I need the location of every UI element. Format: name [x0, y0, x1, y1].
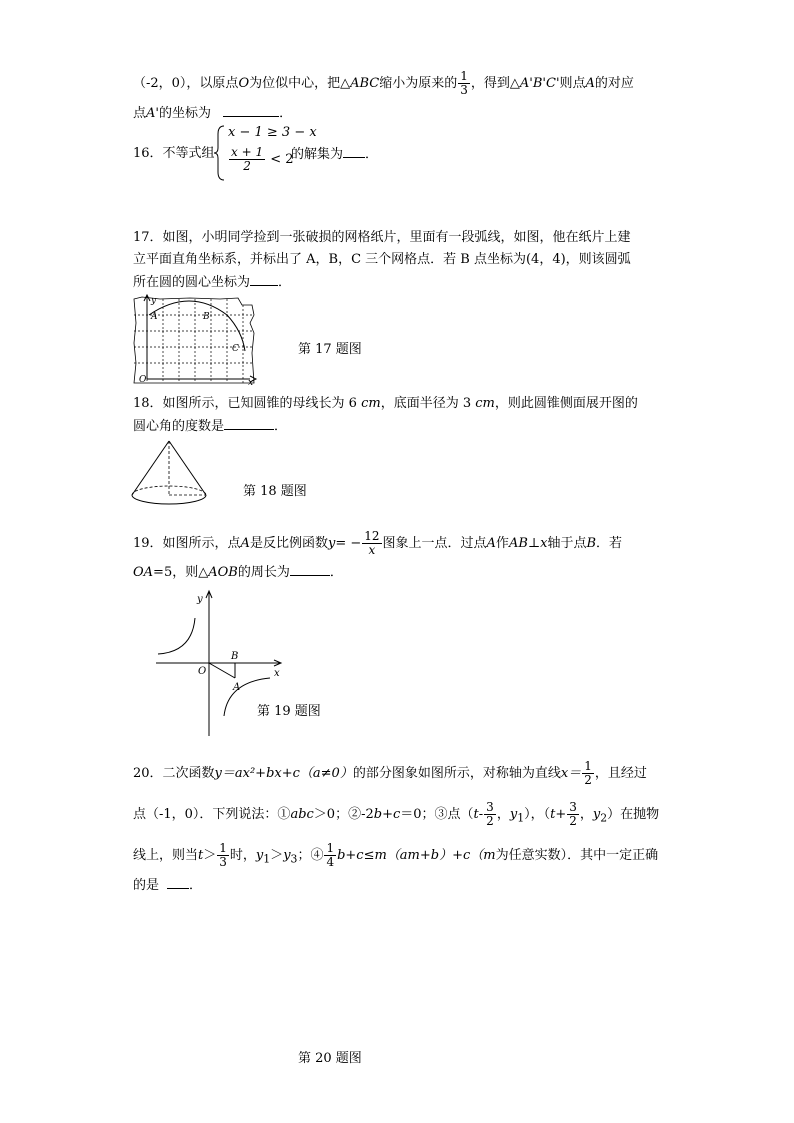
subscript: 1	[517, 811, 525, 825]
frac-den: 2	[569, 814, 577, 828]
var: y	[255, 848, 264, 863]
text: 19．如图所示，点	[133, 536, 241, 551]
label-o: O	[139, 375, 147, 385]
text: 轴于点	[547, 536, 587, 551]
frac-den: 2	[486, 814, 494, 828]
q18-caption: 第 18 题图	[243, 484, 307, 499]
frac-den: 4	[326, 855, 335, 869]
text: 为任意实数）．其中一定正确	[495, 848, 659, 863]
frac-num: 1	[326, 841, 335, 855]
q17-line1: 17．如图，小明同学捡到一张破损的网格纸片，里面有一段弧线，如图，他在纸片上建	[133, 230, 631, 245]
var-ab: AB	[508, 536, 528, 551]
fraction	[229, 146, 265, 173]
text: ，得到△	[470, 76, 520, 91]
text: 线上，则当	[133, 848, 199, 863]
text: ；④	[297, 848, 324, 863]
var: abc	[290, 807, 314, 822]
answer-blank	[224, 417, 274, 430]
var: y	[509, 807, 518, 822]
label-y: y	[151, 296, 157, 306]
q20-line4: 的是 ．	[133, 878, 203, 893]
text: 的部分图象如图所示，对称轴为直线	[352, 766, 561, 781]
text: （-2，0），以原点	[133, 76, 239, 91]
var: t	[198, 848, 204, 863]
answer-blank	[167, 876, 189, 889]
frac-den: 3	[219, 855, 227, 869]
var-a: A	[585, 76, 595, 91]
q16-tail: 的解集为 ．	[291, 147, 379, 162]
frac-num: 3	[486, 800, 494, 814]
formula: b+c≤m（am+b）+c（m	[337, 848, 496, 863]
text: +	[382, 807, 393, 822]
answer-blank	[290, 563, 330, 576]
frac-num: x + 1	[231, 145, 264, 159]
text: 点	[133, 106, 147, 121]
q20-line3	[133, 842, 658, 869]
label-x: x	[274, 668, 280, 679]
q15-line2: 点A'的坐标为 ．	[133, 106, 293, 121]
fraction-one-third	[458, 70, 470, 97]
text: ，则此圆锥侧面展开图的	[494, 396, 638, 411]
text: ，且经过	[594, 766, 647, 781]
text: -	[478, 807, 484, 822]
text: 所在圆的圆心坐标为	[133, 275, 251, 290]
q16-ineq1: x − 1 ≥ 3 − x	[228, 125, 317, 140]
text: +	[555, 807, 567, 822]
fraction-1-4	[324, 842, 336, 869]
q20-caption: 第 20 题图	[298, 1051, 362, 1066]
text: 的坐标为	[158, 106, 211, 121]
text: ，底面半径为 3	[380, 396, 476, 411]
var-a: A	[240, 536, 250, 551]
text: ⊥	[527, 536, 541, 551]
frac-num: 3	[569, 800, 577, 814]
brace	[214, 124, 226, 182]
label-b: B	[203, 312, 210, 322]
text: 则点	[559, 76, 586, 91]
q19-line1	[133, 530, 622, 557]
frac-den: 3	[460, 83, 468, 97]
unit-cm: cm	[361, 396, 381, 411]
var-abc: ABC	[350, 76, 380, 91]
fraction-3-2	[567, 801, 579, 828]
text: 缩小为原来的	[379, 76, 458, 91]
text: ＞	[270, 848, 284, 863]
q18-line2: 圆心角的度数是 ．	[133, 419, 288, 434]
var-oa: OA	[133, 565, 154, 580]
fraction-1-3	[217, 842, 229, 869]
q19-line2: OA=5，则△AOB的周长为 ．	[133, 565, 343, 580]
frac-num: 1	[460, 69, 468, 83]
label-a: A	[151, 312, 158, 322]
q20-line1	[133, 760, 647, 787]
q19-caption: 第 19 题图	[257, 704, 321, 719]
frac-den: 2	[243, 159, 251, 173]
subscript: 2	[600, 811, 608, 825]
var: b	[373, 807, 383, 822]
text: ．若	[596, 536, 623, 551]
frac-num: 1	[219, 841, 227, 855]
var: y	[592, 807, 601, 822]
text: 的周长为	[237, 565, 290, 580]
text: ），（	[524, 807, 551, 822]
frac-den: x	[368, 543, 376, 557]
fraction-3-2	[484, 801, 496, 828]
label-x: x	[248, 378, 254, 387]
text: 是反比例函数	[249, 536, 328, 551]
q20-line2	[133, 801, 659, 828]
var-abc-prime: A'B'C'	[519, 76, 560, 91]
text: < 2	[270, 152, 294, 167]
label-o: O	[198, 666, 207, 677]
var-a: A	[486, 536, 496, 551]
text: = −	[335, 536, 362, 551]
var-y: y	[327, 536, 336, 551]
frac-num: 12	[364, 529, 380, 543]
text: 20．二次函数	[133, 766, 215, 781]
fraction-12-over-x	[362, 530, 381, 557]
text: ，	[496, 807, 510, 822]
q17-line3: 所在圆的圆心坐标为 ．	[133, 275, 292, 290]
var-aob: AOB	[208, 565, 238, 580]
formula: y＝ax²+bx+c（a≠0）	[214, 766, 353, 781]
q16-label: 16．不等式组	[133, 146, 215, 161]
var-b: B	[586, 536, 597, 551]
answer-blank	[250, 273, 278, 286]
text: ）在抛物	[607, 807, 660, 822]
text: 18．如图所示，已知圆锥的母线长为 6	[133, 396, 362, 411]
label-b: B	[231, 651, 239, 662]
text: ＞0；②-2	[313, 807, 374, 822]
text: 时，	[229, 848, 256, 863]
unit-cm: cm	[475, 396, 495, 411]
label-c: C	[232, 344, 239, 354]
subscript: 3	[290, 852, 298, 866]
text: 图象上一点．过点	[382, 536, 487, 551]
text: 为位似中心，把△	[249, 76, 351, 91]
formula: x＝	[560, 766, 582, 781]
text: 的解集为	[291, 147, 344, 162]
text: =5，则△	[153, 565, 209, 580]
fraction-1-2	[582, 760, 594, 787]
var-a-prime: A'	[146, 106, 159, 121]
answer-blank	[343, 145, 365, 158]
subscript: 1	[263, 852, 271, 866]
q17-line2: 立平面直角坐标系，并标出了 A，B，C 三个网格点．若 B 点坐标为(4，4)，则该圆弧	[133, 252, 631, 267]
var-x: x	[540, 536, 548, 551]
label-a: A	[233, 682, 241, 693]
answer-blank	[223, 104, 279, 117]
text: ＞	[203, 848, 217, 863]
q15-line1	[133, 70, 634, 97]
q18-line1	[133, 395, 638, 413]
var: y	[283, 848, 291, 863]
var: c	[392, 807, 401, 822]
label-y: y	[197, 594, 203, 605]
var: t	[473, 807, 479, 822]
text: 圆心角的度数是	[133, 419, 225, 434]
text: 作	[495, 536, 509, 551]
text: 点（-1，0）．下列说法：①	[133, 807, 291, 822]
frac-den: 2	[584, 773, 592, 787]
q16-ineq2	[228, 146, 294, 173]
text: ，	[579, 807, 593, 822]
var: t	[550, 807, 556, 822]
text: 的是	[133, 878, 160, 893]
var-o: O	[238, 76, 250, 91]
q17-figure	[130, 293, 262, 387]
q17-caption: 第 17 题图	[298, 342, 362, 357]
text: 的对应	[594, 76, 634, 91]
q18-cone-figure	[128, 437, 212, 513]
text: ＝0；③点（	[400, 807, 474, 822]
frac-num: 1	[584, 759, 592, 773]
